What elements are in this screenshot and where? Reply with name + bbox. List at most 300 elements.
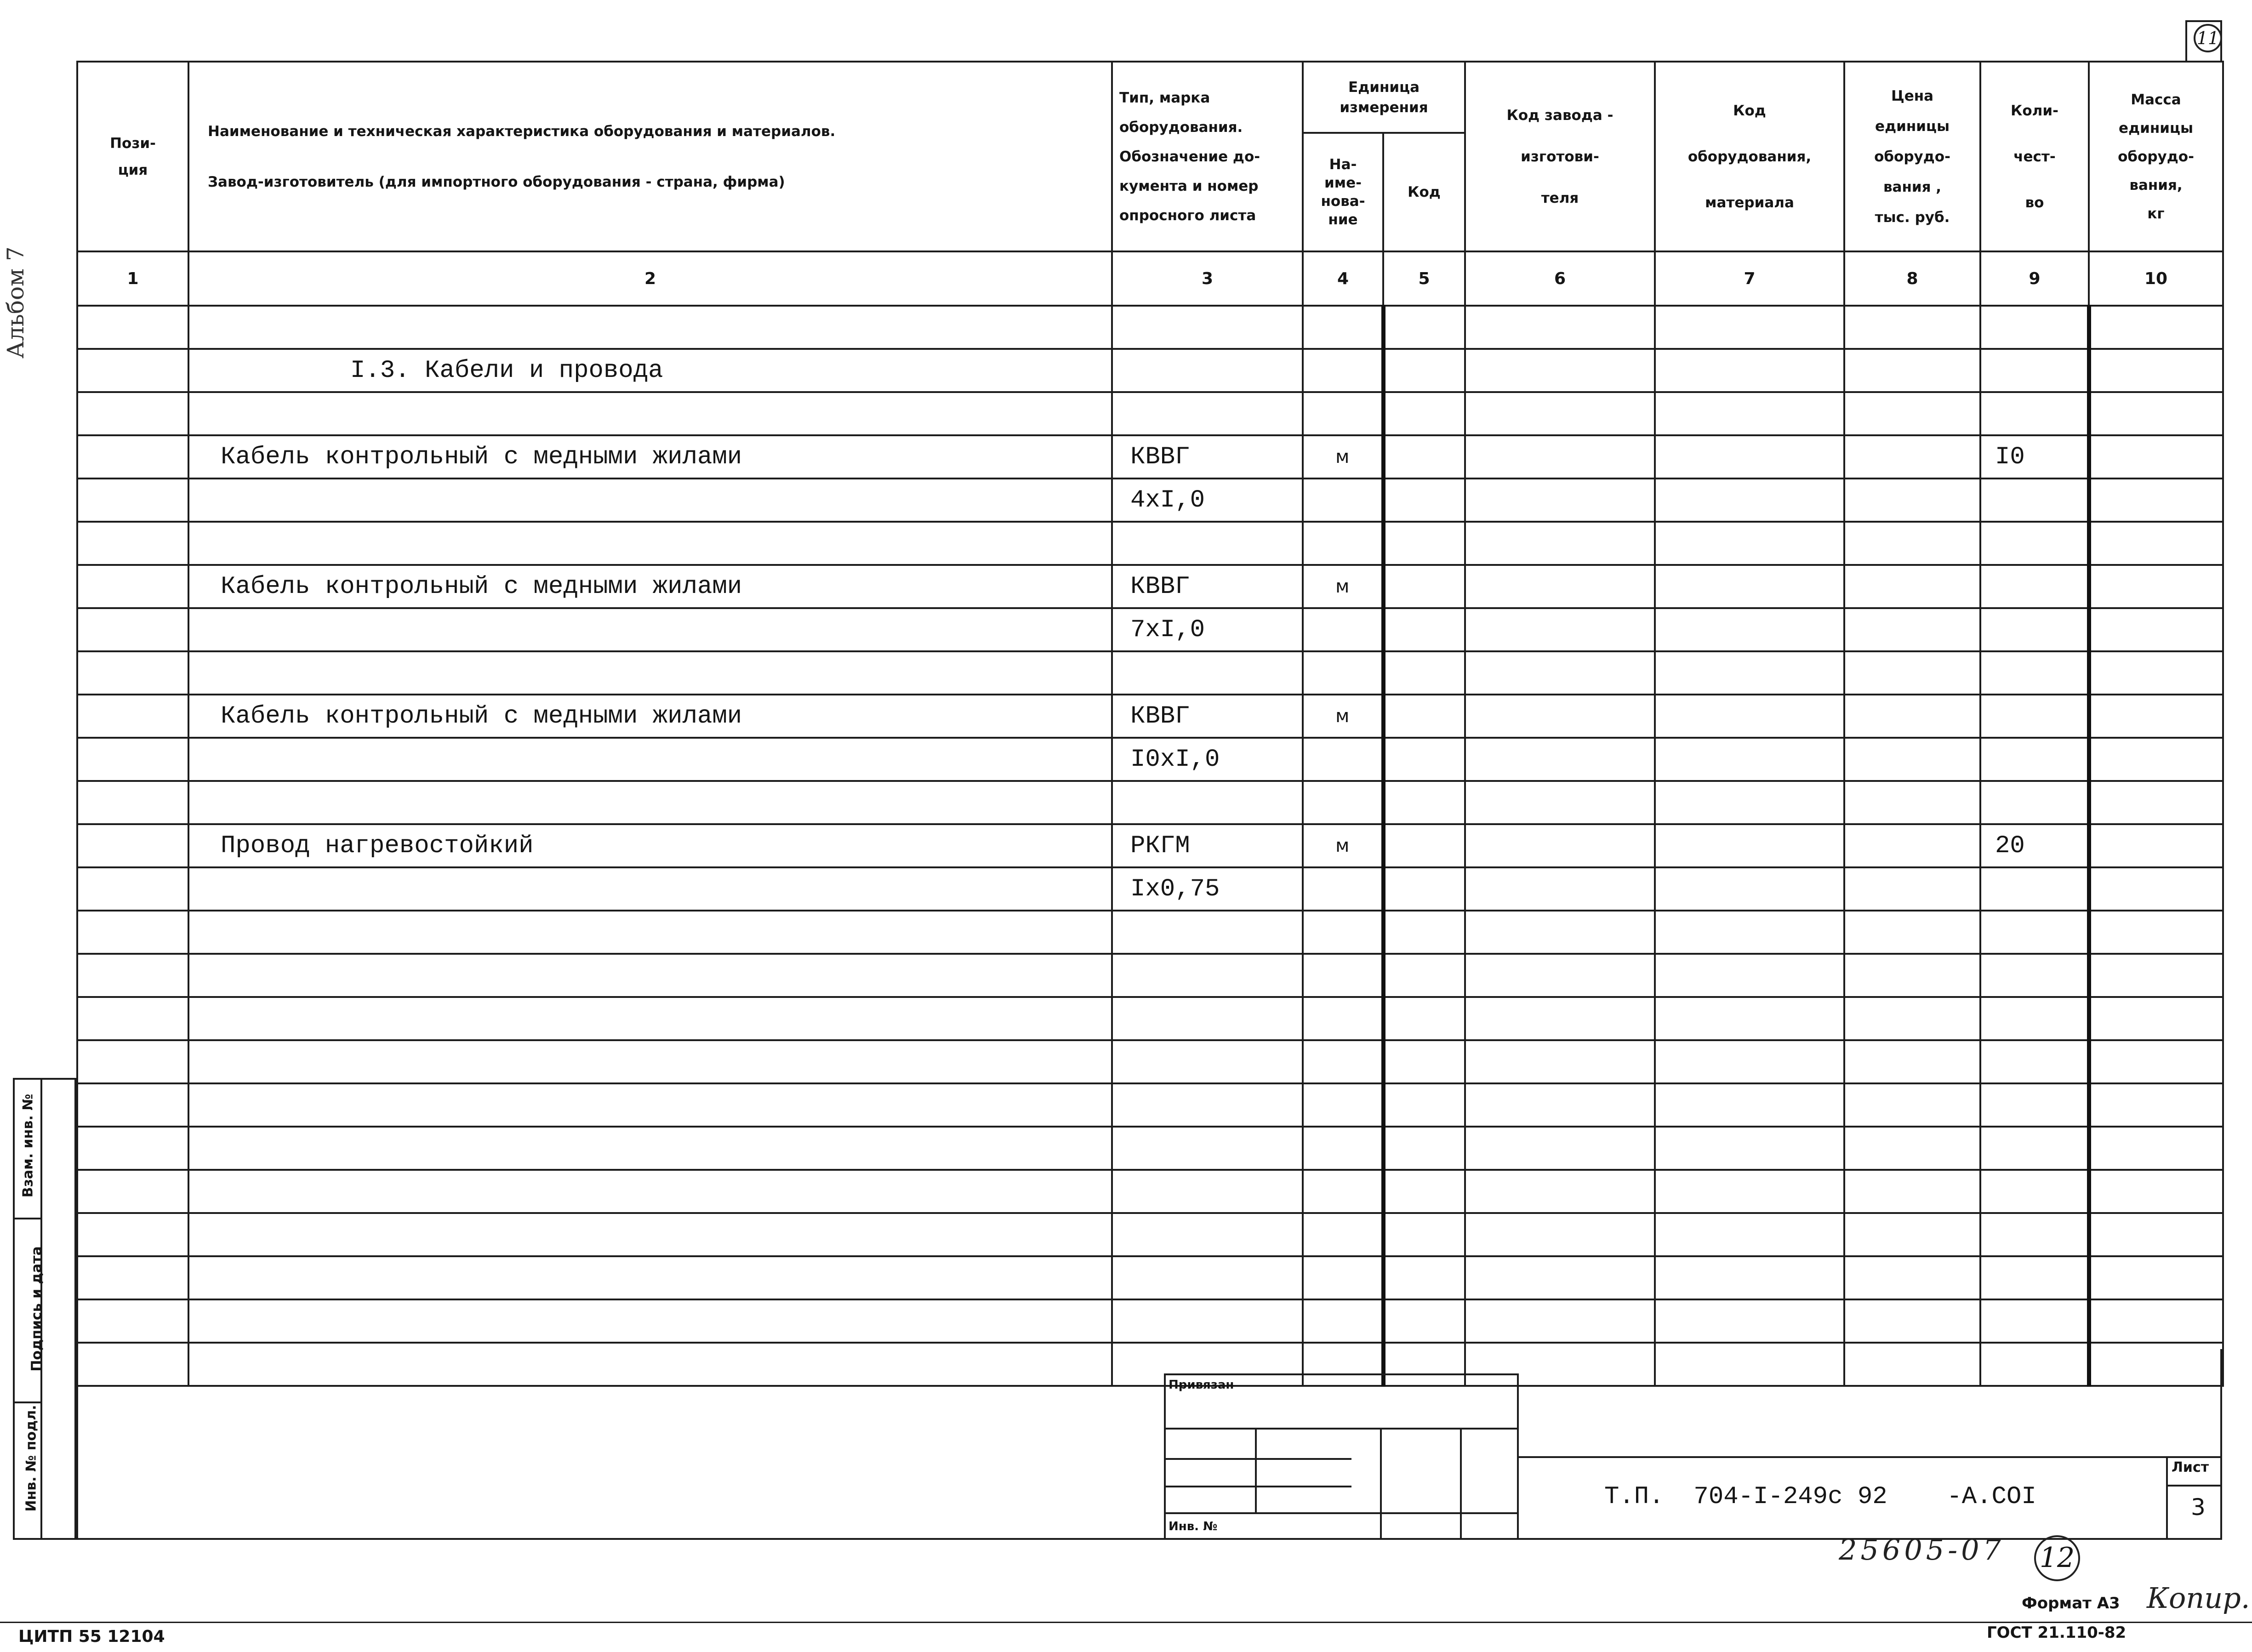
table-row <box>77 479 2223 522</box>
factory-code-cell <box>1465 1127 1655 1170</box>
type-cell <box>1112 781 1303 824</box>
table-row <box>77 306 2223 349</box>
unit-cell: м <box>1303 565 1383 608</box>
factory-code-cell <box>1465 1040 1655 1083</box>
position-cell <box>77 824 188 867</box>
factory-code-cell <box>1465 1170 1655 1213</box>
column-number: 4 <box>1303 251 1383 306</box>
name-cell <box>188 911 1112 954</box>
attached-line <box>1164 1512 1519 1514</box>
table-row <box>77 781 2223 824</box>
type-cell <box>1112 1299 1303 1343</box>
unit-cell <box>1303 1127 1383 1170</box>
price-cell <box>1844 738 1980 781</box>
factory-code-cell <box>1465 479 1655 522</box>
table-row <box>77 1213 2223 1256</box>
table-row <box>77 522 2223 565</box>
price-cell <box>1844 824 1980 867</box>
position-cell <box>77 479 188 522</box>
mass-cell <box>2089 608 2223 651</box>
factory-code-cell <box>1465 954 1655 997</box>
inventory-label: Инв. № <box>1169 1520 1218 1533</box>
quantity-cell <box>1980 1170 2089 1213</box>
name-cell <box>188 1256 1112 1299</box>
attached-label: Привязан <box>1169 1378 1234 1392</box>
equipment-code-cell <box>1655 738 1844 781</box>
price-cell <box>1844 695 1980 738</box>
equipment-code-cell <box>1655 479 1844 522</box>
archive-number: 25605-07 <box>1839 1533 2005 1567</box>
unit-code-cell <box>1383 695 1465 738</box>
name-cell <box>188 1040 1112 1083</box>
mass-cell <box>2089 1127 2223 1170</box>
equipment-code-cell <box>1655 522 1844 565</box>
type-cell <box>1112 911 1303 954</box>
unit-cell <box>1303 651 1383 695</box>
quantity-cell <box>1980 1213 2089 1256</box>
equipment-code-cell <box>1655 781 1844 824</box>
mass-cell <box>2089 1256 2223 1299</box>
type-cell <box>1112 997 1303 1040</box>
equipment-code-cell <box>1655 651 1844 695</box>
unit-cell <box>1303 306 1383 349</box>
equipment-code-cell <box>1655 565 1844 608</box>
position-cell <box>77 1170 188 1213</box>
unit-cell <box>1303 1299 1383 1343</box>
table-row <box>77 954 2223 997</box>
unit-cell <box>1303 1170 1383 1213</box>
table-row <box>77 565 2223 608</box>
name-cell <box>188 954 1112 997</box>
price-cell <box>1844 522 1980 565</box>
price-cell <box>1844 565 1980 608</box>
quantity-cell <box>1980 608 2089 651</box>
unit-code-cell <box>1383 306 1465 349</box>
price-cell <box>1844 911 1980 954</box>
specification-table <box>76 61 2224 1387</box>
factory-code-cell <box>1465 306 1655 349</box>
unit-code-cell <box>1383 911 1465 954</box>
position-cell <box>77 1040 188 1083</box>
header-equipment-code: Код оборудования, материала <box>1655 62 1844 251</box>
type-cell <box>1112 1040 1303 1083</box>
mass-cell <box>2089 1299 2223 1343</box>
price-cell <box>1844 1127 1980 1170</box>
quantity-cell <box>1980 954 2089 997</box>
equipment-code-cell <box>1655 1256 1844 1299</box>
equipment-code-cell <box>1655 911 1844 954</box>
factory-code-cell <box>1465 997 1655 1040</box>
attached-line <box>1380 1428 1382 1540</box>
header-name: Наименование и техническая характеристика оборудования и материалов. Завод-изготовитель (для импортного оборудования - страна, фирма) <box>188 62 1112 251</box>
unit-code-cell <box>1383 1170 1465 1213</box>
factory-code-cell <box>1465 1299 1655 1343</box>
equipment-code-cell <box>1655 349 1844 392</box>
circled-number: 12 <box>2034 1535 2080 1581</box>
header-position: Пози- ция <box>77 62 188 251</box>
attached-line <box>1460 1428 1462 1540</box>
swap-inventory-label: Взам. инв. № <box>20 1094 36 1198</box>
type-cell <box>1112 1170 1303 1213</box>
equipment-code-cell <box>1655 435 1844 479</box>
factory-code-cell <box>1465 867 1655 911</box>
type-cell: I0xI,0 <box>1112 738 1303 781</box>
quantity-cell <box>1980 479 2089 522</box>
album-label: Альбом 7 <box>2 246 29 359</box>
factory-code-cell <box>1465 1083 1655 1127</box>
mass-cell <box>2089 479 2223 522</box>
table-row <box>77 911 2223 954</box>
unit-code-cell <box>1383 392 1465 435</box>
unit-cell <box>1303 867 1383 911</box>
price-cell <box>1844 1170 1980 1213</box>
type-cell: КВВГ <box>1112 565 1303 608</box>
quantity-cell: I0 <box>1980 435 2089 479</box>
mass-cell <box>2089 824 2223 867</box>
price-cell <box>1844 435 1980 479</box>
unit-code-cell <box>1383 954 1465 997</box>
position-cell <box>77 997 188 1040</box>
mass-cell <box>2089 306 2223 349</box>
specification-rows <box>77 306 2223 1386</box>
mass-cell <box>2089 435 2223 479</box>
unit-code-cell <box>1383 824 1465 867</box>
equipment-code-cell <box>1655 997 1844 1040</box>
quantity-cell <box>1980 349 2089 392</box>
table-row <box>77 824 2223 867</box>
sheet-number: 3 <box>2191 1494 2206 1521</box>
price-cell <box>1844 349 1980 392</box>
type-cell <box>1112 954 1303 997</box>
unit-code-cell <box>1383 1299 1465 1343</box>
table-row <box>77 1170 2223 1213</box>
unit-cell <box>1303 954 1383 997</box>
price-cell <box>1844 954 1980 997</box>
position-cell <box>77 1127 188 1170</box>
unit-cell <box>1303 997 1383 1040</box>
equipment-code-cell <box>1655 1299 1844 1343</box>
equipment-code-cell <box>1655 695 1844 738</box>
unit-cell <box>1303 608 1383 651</box>
mass-cell <box>2089 997 2223 1040</box>
quantity-cell <box>1980 392 2089 435</box>
price-cell <box>1844 1040 1980 1083</box>
price-cell <box>1844 651 1980 695</box>
factory-code-cell <box>1465 651 1655 695</box>
factory-code-cell <box>1465 911 1655 954</box>
unit-code-cell <box>1383 1213 1465 1256</box>
quantity-cell <box>1980 695 2089 738</box>
attached-line <box>1164 1486 1351 1487</box>
side-stamp-divider <box>15 1218 40 1219</box>
quantity-cell <box>1980 306 2089 349</box>
mass-cell <box>2089 565 2223 608</box>
column-number: 10 <box>2089 251 2223 306</box>
position-cell <box>77 349 188 392</box>
header-mass: Масса единицы оборудо- вания, кг <box>2089 62 2223 251</box>
unit-code-cell <box>1383 565 1465 608</box>
side-stamp-divider <box>15 1401 40 1403</box>
unit-code-cell <box>1383 1256 1465 1299</box>
unit-code-cell <box>1383 479 1465 522</box>
name-cell <box>188 479 1112 522</box>
header-unit-name: На- име- нова- ние <box>1303 133 1383 251</box>
factory-code-cell <box>1465 522 1655 565</box>
quantity-cell <box>1980 867 2089 911</box>
table-row <box>77 867 2223 911</box>
mass-cell <box>2089 867 2223 911</box>
name-cell <box>188 1083 1112 1127</box>
type-cell <box>1112 306 1303 349</box>
unit-cell <box>1303 1083 1383 1127</box>
unit-cell: м <box>1303 824 1383 867</box>
printer-code: ЦИТП 55 12104 <box>18 1627 165 1646</box>
quantity-cell <box>1980 651 2089 695</box>
factory-code-cell <box>1465 608 1655 651</box>
quantity-cell <box>1980 1040 2089 1083</box>
quantity-cell: 20 <box>1980 824 2089 867</box>
price-cell <box>1844 1256 1980 1299</box>
name-cell <box>188 392 1112 435</box>
position-cell <box>77 867 188 911</box>
unit-cell <box>1303 1040 1383 1083</box>
position-cell <box>77 738 188 781</box>
equipment-code-cell <box>1655 1170 1844 1213</box>
position-cell <box>77 608 188 651</box>
column-number: 8 <box>1844 251 1980 306</box>
type-cell: Ix0,75 <box>1112 867 1303 911</box>
unit-cell <box>1303 911 1383 954</box>
equipment-code-cell <box>1655 1083 1844 1127</box>
equipment-code-cell <box>1655 392 1844 435</box>
quantity-cell <box>1980 1299 2089 1343</box>
column-number: 5 <box>1383 251 1465 306</box>
column-number: 9 <box>1980 251 2089 306</box>
attached-line <box>1164 1458 1351 1460</box>
name-cell <box>188 781 1112 824</box>
sheet-line <box>2166 1485 2222 1487</box>
unit-cell <box>1303 781 1383 824</box>
unit-code-cell <box>1383 738 1465 781</box>
name-cell: I.3. Кабели и провода <box>188 349 1112 392</box>
equipment-code-cell <box>1655 954 1844 997</box>
equipment-code-cell <box>1655 1040 1844 1083</box>
name-cell: Кабель контрольный с медными жилами <box>188 565 1112 608</box>
mass-cell <box>2089 738 2223 781</box>
type-cell: 4xI,0 <box>1112 479 1303 522</box>
factory-code-cell <box>1465 435 1655 479</box>
unit-cell: м <box>1303 695 1383 738</box>
position-cell <box>77 392 188 435</box>
name-cell <box>188 867 1112 911</box>
mass-cell <box>2089 781 2223 824</box>
unit-code-cell <box>1383 1040 1465 1083</box>
column-number: 2 <box>188 251 1112 306</box>
factory-code-cell <box>1465 392 1655 435</box>
name-cell <box>188 1299 1112 1343</box>
mass-cell <box>2089 695 2223 738</box>
price-cell <box>1844 392 1980 435</box>
type-cell: КВВГ <box>1112 435 1303 479</box>
unit-code-cell <box>1383 867 1465 911</box>
quantity-cell <box>1980 522 2089 565</box>
attached-line <box>1255 1428 1257 1512</box>
unit-code-cell <box>1383 1127 1465 1170</box>
unit-code-cell <box>1383 349 1465 392</box>
type-cell <box>1112 1213 1303 1256</box>
header-type: Тип, марка оборудования. Обозначение до- кумента и номер опросного листа <box>1112 62 1303 251</box>
quantity-cell <box>1980 738 2089 781</box>
quantity-cell <box>1980 781 2089 824</box>
name-cell <box>188 1127 1112 1170</box>
unit-cell <box>1303 1213 1383 1256</box>
mass-cell <box>2089 349 2223 392</box>
sheet-marker: 11 <box>2194 24 2222 52</box>
unit-code-cell <box>1383 435 1465 479</box>
sheet-label: Лист <box>2172 1459 2209 1475</box>
name-cell <box>188 738 1112 781</box>
header-unit-group: Единица измерения <box>1303 62 1465 133</box>
mass-cell <box>2089 1040 2223 1083</box>
mass-cell <box>2089 911 2223 954</box>
mass-cell <box>2089 954 2223 997</box>
type-cell <box>1112 522 1303 565</box>
quantity-cell <box>1980 997 2089 1040</box>
mass-cell <box>2089 392 2223 435</box>
type-cell: 7xI,0 <box>1112 608 1303 651</box>
factory-code-cell <box>1465 1213 1655 1256</box>
name-cell <box>188 522 1112 565</box>
factory-code-cell <box>1465 565 1655 608</box>
table-row <box>77 435 2223 479</box>
gost-label: ГОСТ 21.110-82 <box>1987 1624 2127 1642</box>
header-factory-code: Код завода - изготови- теля <box>1465 62 1655 251</box>
name-cell <box>188 608 1112 651</box>
table-row <box>77 738 2223 781</box>
equipment-code-cell <box>1655 306 1844 349</box>
unit-cell: м <box>1303 435 1383 479</box>
name-cell <box>188 651 1112 695</box>
factory-code-cell <box>1465 349 1655 392</box>
table-row <box>77 1299 2223 1343</box>
price-cell <box>1844 1213 1980 1256</box>
price-cell <box>1844 867 1980 911</box>
signature: Копир. <box>2147 1581 2250 1615</box>
column-number: 3 <box>1112 251 1303 306</box>
price-cell <box>1844 608 1980 651</box>
unit-code-cell <box>1383 522 1465 565</box>
equipment-code-cell <box>1655 608 1844 651</box>
quantity-cell <box>1980 911 2089 954</box>
table-row <box>77 608 2223 651</box>
table-row <box>77 1256 2223 1299</box>
type-cell <box>1112 392 1303 435</box>
type-cell: РКГМ <box>1112 824 1303 867</box>
name-cell: Провод нагревостойкий <box>188 824 1112 867</box>
footer-line <box>0 1622 2252 1623</box>
unit-cell <box>1303 738 1383 781</box>
table-row <box>77 1040 2223 1083</box>
position-cell <box>77 911 188 954</box>
title-line <box>1519 1456 2222 1458</box>
position-cell <box>77 522 188 565</box>
quantity-cell <box>1980 1256 2089 1299</box>
signature-date-label: Подпись и дата <box>29 1246 45 1372</box>
position-cell <box>77 781 188 824</box>
position-cell <box>77 1256 188 1299</box>
position-cell <box>77 1213 188 1256</box>
header-quantity: Коли- чест- во <box>1980 62 2089 251</box>
price-cell <box>1844 306 1980 349</box>
price-cell <box>1844 1083 1980 1127</box>
type-cell: КВВГ <box>1112 695 1303 738</box>
original-inventory-label: Инв. № подл. <box>23 1405 40 1512</box>
name-cell <box>188 1170 1112 1213</box>
document-code: Т.П. 704-I-249с 92 -А.СОI <box>1604 1483 2036 1511</box>
position-cell <box>77 651 188 695</box>
unit-code-cell <box>1383 781 1465 824</box>
mass-cell <box>2089 1213 2223 1256</box>
unit-cell <box>1303 349 1383 392</box>
mass-cell <box>2089 651 2223 695</box>
unit-code-cell <box>1383 1083 1465 1127</box>
unit-cell <box>1303 1256 1383 1299</box>
position-cell <box>77 1083 188 1127</box>
table-row <box>77 392 2223 435</box>
unit-cell <box>1303 479 1383 522</box>
header-price: Цена единицы оборудо- вания , тыс. руб. <box>1844 62 1980 251</box>
type-cell <box>1112 651 1303 695</box>
name-cell: Кабель контрольный с медными жилами <box>188 695 1112 738</box>
quantity-cell <box>1980 1127 2089 1170</box>
equipment-code-cell <box>1655 867 1844 911</box>
column-number: 6 <box>1465 251 1655 306</box>
type-cell <box>1112 349 1303 392</box>
mass-cell <box>2089 1170 2223 1213</box>
position-cell <box>77 954 188 997</box>
table-row <box>77 651 2223 695</box>
position-cell <box>77 435 188 479</box>
name-cell: Кабель контрольный с медными жилами <box>188 435 1112 479</box>
quantity-cell <box>1980 1083 2089 1127</box>
price-cell <box>1844 1299 1980 1343</box>
position-cell <box>77 1299 188 1343</box>
name-cell <box>188 306 1112 349</box>
table-row <box>77 997 2223 1040</box>
price-cell <box>1844 479 1980 522</box>
attached-line <box>1164 1428 1519 1430</box>
mass-cell <box>2089 1083 2223 1127</box>
table-row <box>77 1083 2223 1127</box>
attached-block <box>1164 1373 1519 1540</box>
position-cell <box>77 306 188 349</box>
table-row <box>77 1127 2223 1170</box>
factory-code-cell <box>1465 738 1655 781</box>
title-block-frame <box>76 1349 2222 1540</box>
column-number: 7 <box>1655 251 1844 306</box>
unit-cell <box>1303 392 1383 435</box>
equipment-code-cell <box>1655 824 1844 867</box>
mass-cell <box>2089 522 2223 565</box>
table-row <box>77 695 2223 738</box>
column-number: 1 <box>77 251 188 306</box>
type-cell <box>1112 1127 1303 1170</box>
equipment-code-cell <box>1655 1127 1844 1170</box>
position-cell <box>77 695 188 738</box>
unit-code-cell <box>1383 997 1465 1040</box>
price-cell <box>1844 997 1980 1040</box>
name-cell <box>188 1213 1112 1256</box>
